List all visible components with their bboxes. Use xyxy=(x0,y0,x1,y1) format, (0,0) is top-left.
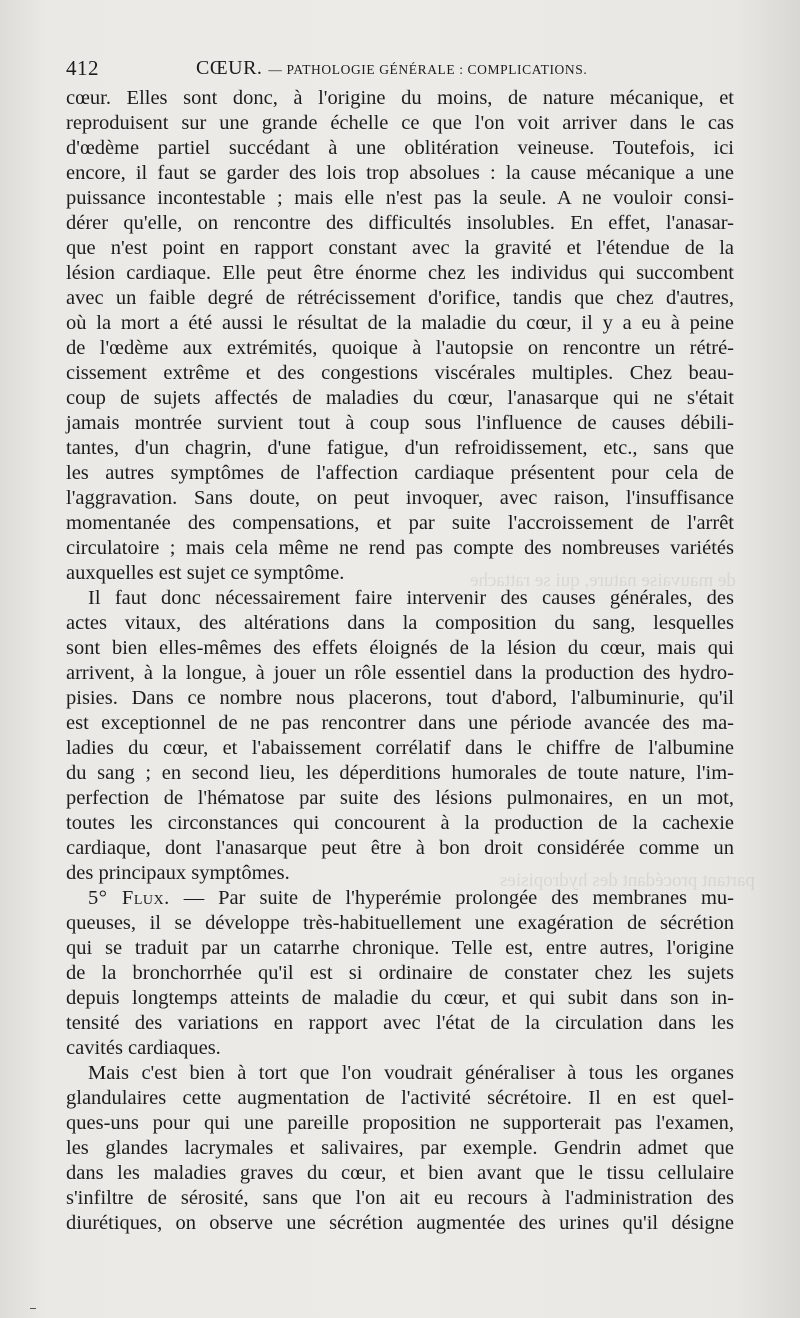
text-line: qui se traduit par un catarrhe chronique. Telle est, entre autres, l'origine xyxy=(66,937,734,959)
text-line: glandulaires cette augmentation de l'activité sécrétoire. Il en est quel- xyxy=(66,1087,734,1109)
text-line: les autres symptômes de l'affection cardiaque présentent pour cela de xyxy=(66,462,734,484)
body-text xyxy=(66,86,734,1236)
text-line: ques-uns pour qui une pareille proposition ne supporterait pas l'examen, xyxy=(66,1112,734,1134)
text-line: s'infiltre de sérosité, sans que l'on ait eu recours à l'administration des xyxy=(66,1187,734,1209)
text-line: momentanée des compensations, et par suite l'accroissement de l'arrêt xyxy=(66,512,734,534)
text-line: cœur. Elles sont donc, à l'origine du moins, de nature mécanique, et xyxy=(66,87,734,109)
text-line-fragment: — Par suite de l'hyperémie prolongée des membranes mu- xyxy=(183,887,735,909)
running-title-rest: — PATHOLOGIE GÉNÉRALE : COMPLICATIONS. xyxy=(268,62,588,77)
running-title xyxy=(196,57,587,80)
text-line: que n'est point en rapport constant avec la gravité et l'étendue de la xyxy=(66,237,734,259)
text-line: dérer qu'elle, on rencontre des difficultés insolubles. En effet, l'anasar- xyxy=(66,212,734,234)
text-line: Il faut donc nécessairement faire intervenir des causes générales, des xyxy=(88,587,734,609)
text-line: lésion cardiaque. Elle peut être énorme chez les individus qui succombent xyxy=(66,262,734,284)
text-line: où la mort a été aussi le résultat de la maladie du cœur, il y a eu à peine xyxy=(66,312,734,334)
running-header xyxy=(66,52,734,88)
text-line: jamais montrée survient tout à coup sous l'influence de causes débili- xyxy=(66,412,734,434)
page-number: 412 xyxy=(66,56,99,80)
text-line: pisies. Dans ce nombre nous placerons, tout d'abord, l'albuminurie, qu'il xyxy=(66,687,734,709)
text-line: tensité des variations en rapport avec l'état de la circulation dans les xyxy=(66,1012,734,1034)
running-title-main: CŒUR. xyxy=(196,57,263,79)
page-mark xyxy=(30,1308,36,1309)
text-line: cardiaque, dont l'anasarque peut être à bon droit considérée comme un xyxy=(66,837,734,859)
paragraph-2 xyxy=(66,586,734,886)
text-line: queuses, il se développe très-habituellement une exagération de sécrétion xyxy=(66,912,734,934)
text-line: actes vitaux, des altérations dans la composition du sang, lesquelles xyxy=(66,612,734,634)
text-line: tantes, d'un chagrin, d'une fatigue, d'un refroidissement, etc., sans que xyxy=(66,437,734,459)
text-line: du sang ; en second lieu, les déperditions humorales de toute nature, l'im- xyxy=(66,762,734,784)
text-line: diurétiques, on observe une sécrétion augmentée des urines qu'il désigne xyxy=(66,1212,734,1234)
text-line: d'œdème partiel succédant à une oblitération veineuse. Toutefois, ici xyxy=(66,137,734,159)
text-line: sont bien elles-mêmes des effets éloignés de la lésion du cœur, mais qui xyxy=(66,637,734,659)
paragraph-4 xyxy=(66,1061,734,1236)
section-heading: 5° Flux. xyxy=(88,887,170,909)
text-line: les glandes lacrymales et salivaires, par exemple. Gendrin admet que xyxy=(66,1137,734,1159)
text-line: de la bronchorrhée qu'il est si ordinaire de constater chez les sujets xyxy=(66,962,734,984)
text-line xyxy=(66,886,734,911)
text-line: perfection de l'hématose par suite des lésions pulmonaires, en un mot, xyxy=(66,787,734,809)
text-line: dans les maladies graves du cœur, et bien avant que le tissu cellulaire xyxy=(66,1162,734,1184)
text-line: toutes les circonstances qui concourent à la production de la cachexie xyxy=(66,812,734,834)
text-line: auxquelles est sujet ce symptôme. xyxy=(66,562,345,584)
text-line: ladies du cœur, et l'abaissement corrélatif dans le chiffre de l'albumine xyxy=(66,737,734,759)
text-line: est exceptionnel de ne pas rencontrer dans une période avancée des ma- xyxy=(66,712,734,734)
text-line: depuis longtemps atteints de maladie du cœur, et qui subit dans son in- xyxy=(66,987,734,1009)
text-line: cavités cardiaques. xyxy=(66,1037,221,1059)
text-line: coup de sujets affectés de maladies du cœur, l'anasarque qui ne s'était xyxy=(66,387,734,409)
paragraph-3 xyxy=(66,886,734,1061)
text-line: l'aggravation. Sans doute, on peut invoquer, avec raison, l'insuffisance xyxy=(66,487,734,509)
bleed-through-text: partant procédant des hydropisies xyxy=(500,870,755,891)
text-line: des principaux symptômes. xyxy=(66,862,290,884)
text-line: encore, il faut se garder des lois trop absolues : la cause mécanique a une xyxy=(66,162,734,184)
text-line: arrivent, à la longue, à jouer un rôle essentiel dans la production des hydro- xyxy=(66,662,734,684)
text-line: Mais c'est bien à tort que l'on voudrait généraliser à tous les organes xyxy=(88,1062,734,1084)
text-line: circulatoire ; mais cela même ne rend pas compte des nombreuses variétés xyxy=(66,537,734,559)
text-line: reproduisent sur une grande échelle ce que l'on voit arriver dans le cas xyxy=(66,112,734,134)
bleed-through-text: de mauvaise nature, qui se rattache xyxy=(470,570,736,591)
paragraph-1 xyxy=(66,86,734,586)
text-line: de l'œdème aux extrémités, quoique à l'autopsie on rencontre un rétré- xyxy=(66,337,734,359)
text-line: avec un faible degré de rétrécissement d'orifice, tandis que chez d'autres, xyxy=(66,287,734,309)
text-line: puissance incontestable ; mais elle n'est pas la seule. A ne vouloir consi- xyxy=(66,187,734,209)
text-line: cissement extrême et des congestions viscérales multiples. Chez beau- xyxy=(66,362,734,384)
